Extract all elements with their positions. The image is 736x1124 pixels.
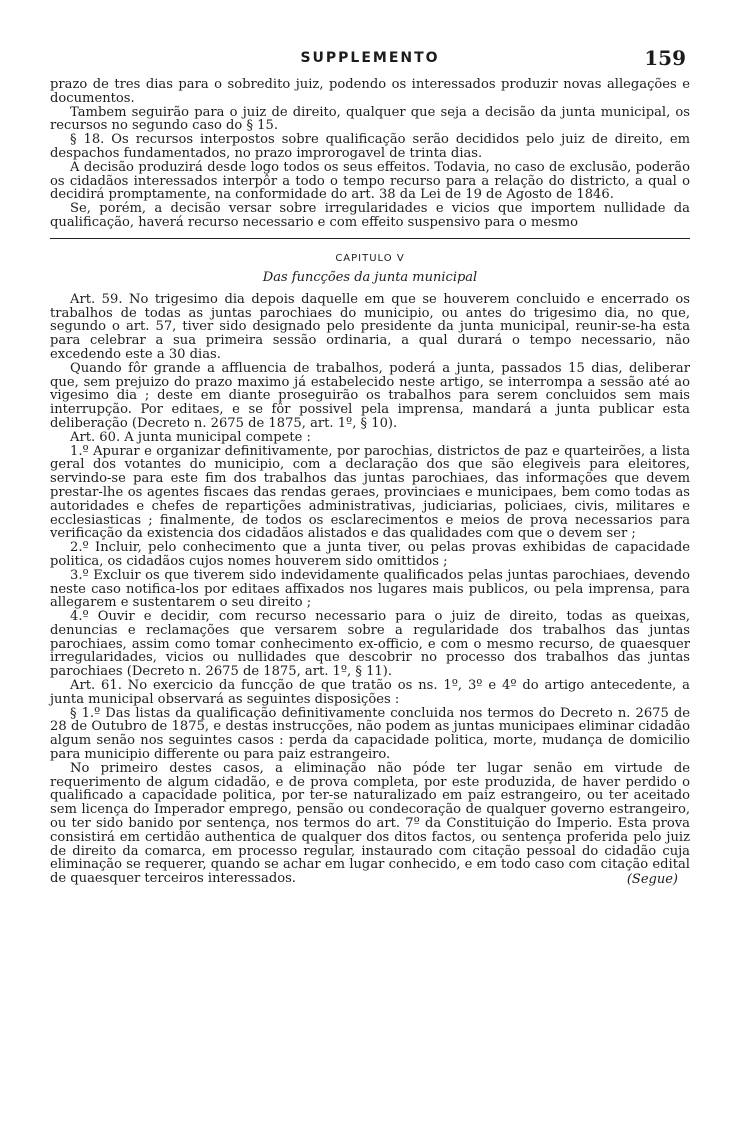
paragraph: Tambem seguirão para o juiz de direito, qualquer que seja a decisão da junta municipal, os recursos no segundo caso do § 15. <box>50 104 690 134</box>
paragraph: 4.º Ouvir e decidir, com recurso necessario para o juiz de direito, todas as queixas, denuncias e reclamações que versarem sobre a regularidade dos trabalhos das juntas parochiaes, assim como tomar conhecimento ex-officio, e com o mesmo recurso, de quaesquer irregularidades, vicios ou nullidades que descobrir no processo dos trabalhos das juntas parochiaes (Decreto n. 2675 de 1875, art. 1º, § 11). <box>50 609 690 680</box>
chapter-heading: CAPITULO V <box>335 252 405 264</box>
running-title: SUPPLEMENTO <box>300 50 440 66</box>
paragraph: prazo de tres dias para o sobredito juiz, podendo os interessados produzir novas allegações e documentos. <box>50 77 690 106</box>
paragraph: Quando fôr grande a affluencia de trabalhos, poderá a junta, passados 15 dias, deliberar que, sem prejuizo do prazo maximo já estabelecido neste artigo, se interrompa a sessão até ao vigesimo dia ; deste em diante proseguirão os trabalhos para serem concluidos sem mais interrupção. Por editaes, e se fôr possivel pela imprensa, mandará a junta publicar esta deliberação (Decreto n. 2675 de 1875, art. 1º, § 10). <box>50 360 690 431</box>
continuation-note: (Segue) <box>626 872 678 888</box>
chapter-subtitle: Das funcções da junta municipal <box>262 269 478 285</box>
paragraph: § 1.º Das listas da qualificação definitivamente concluida nos termos do Decreto n. 2675 de 28 de Outubro de 1875, e destas instrucções, não podem as juntas municipaes eliminar cidadão algum senão nos seguintes casos : perda da capacidade politica, morte, mudança de domicilio para municipio differente ou para paiz estrangeiro. <box>50 705 690 763</box>
document-page <box>50 44 690 887</box>
paragraph: No primeiro destes casos, a eliminação não póde ter lugar senão em virtude de requerimento de algum cidadão, e de prova completa, por este produzida, de haver perdido o qualificado a capacidade politica, por ter-se naturalizado em paiz estrangeiro, ou ter aceitado sem licença do Imperador emprego, pensão ou condecoração de qualquer governo estrangeiro, ou ter sido banido por sentença, nos termos do art. 7º da Constituição do Imperio. Esta prova consistirá em certidão authentica de qualquer dos ditos factos, ou sentença proferida pelo juiz de direito da comarca, em processo regular, instaurado com citação pessoal do cidadão cuja eliminação se requerer, quando se achar em lugar conhecido, e em todo caso com citação edital de quaesquer terceiros interessados. <box>50 760 690 887</box>
page-header <box>50 44 690 78</box>
paragraph: Art. 61. No exercicio da funcção de que tratão os ns. 1º, 3º e 4º do artigo antecedente, a junta municipal observará as seguintes disposições : <box>50 678 690 707</box>
chapter-body <box>50 293 690 886</box>
paragraph: Art. 59. No trigesimo dia depois daquelle em que se houverem concluido e encerrado os trabalhos de todas as juntas parochiaes do municipio, ou antes do trigesimo dia, no que, segundo o art. 57, tiver sido designado pelo presidente da junta municipal, reunir-se-ha esta para celebrar a sua primeira sessão ordinaria, a qual durará o tempo necessario, não excedendo este a 30 dias. <box>50 291 690 362</box>
top-section <box>50 78 690 230</box>
section-divider <box>50 238 690 239</box>
paragraph: Art. 60. A junta municipal compete : <box>70 429 311 445</box>
paragraph: 3.º Excluir os que tiverem sido indevidamente qualificados pelas juntas parochiaes, devendo neste caso notifica-los por editaes affixados nos lugares mais publicos, ou pela imprensa, para allegarem e sustentarem o seu direito ; <box>50 567 690 611</box>
paragraph: Se, porém, a decisão versar sobre irregularidades e vicios que importem nullidade da qualificação, haverá recurso necessario e com effeito suspensivo para o mesmo <box>50 201 690 230</box>
page-number: 159 <box>644 46 686 70</box>
paragraph: A decisão produzirá desde logo todos os seus effeitos. Todavia, no caso de exclusão, poderão os cidadãos interessados interpôr a todo o tempo recurso para a relação do districto, a qual o decidirá promptamente, na conformidade do art. 38 da Lei de 19 de Agosto de 1846. <box>50 159 690 203</box>
paragraph: 1.º Apurar e organizar definitivamente, por parochias, districtos de paz e quarteirões, a lista geral dos votantes do municipio, com a declaração dos que são elegiveis para eleitores, servindo-se para este fim dos trabalhos das juntas parochiaes, das informações que devem prestar-lhe os agentes fiscaes das rendas geraes, provinciaes e municipaes, bem como todas as autoridades e chefes de repartições administrativas, judiciarias, policiaes, civis, militares e ecclesiasticas ; finalmente, de todos os esclarecimentos e meios de prova necessarios para verificação da existencia dos cidadãos alistados e das qualidades com que o devem ser ; <box>50 443 690 542</box>
paragraph: § 18. Os recursos interpostos sobre qualificação serão decididos pelo juiz de direito, em despachos fundamentados, no prazo improrogavel de trinta dias. <box>50 132 690 161</box>
paragraph: 2.º Incluir, pelo conhecimento que a junta tiver, ou pelas provas exhibidas de capacidade politica, os cidadãos cujos nomes houverem sido omittidos ; <box>50 540 690 569</box>
